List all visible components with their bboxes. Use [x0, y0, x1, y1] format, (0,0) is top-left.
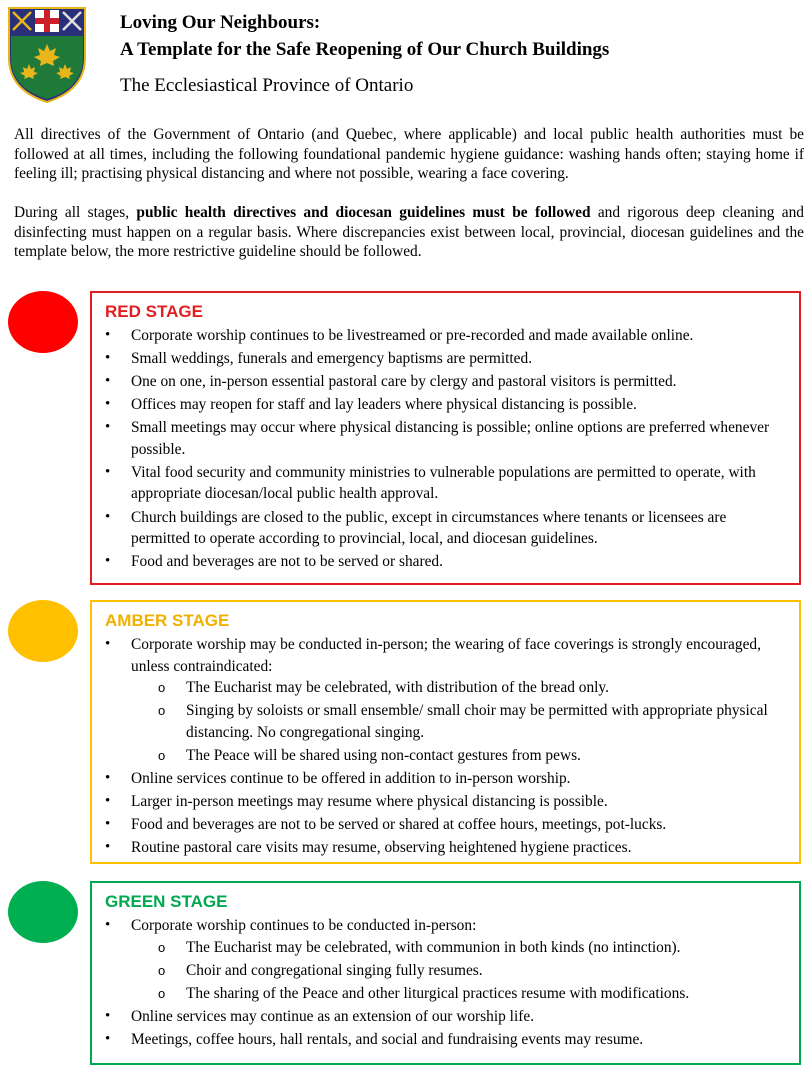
red-stage-box [90, 291, 801, 585]
sub-list-item: o Singing by soloists or small ensemble/ small choir may be permitted with appropriate physical distancing. No congregational singing. [131, 700, 789, 743]
green-stage-title: GREEN STAGE [105, 892, 228, 911]
list-item: • Routine pastoral care visits may resume, observing heightened hygiene practices. [105, 837, 789, 859]
list-item: • Church buildings are closed to the public, except in circumstances where tenants or licensees are permitted to operate according to provincial, local, and diocesan guidelines. [105, 507, 789, 550]
amber-stage-indicator [8, 600, 78, 662]
list-item: • Larger in-person meetings may resume where physical distancing is possible. [105, 791, 789, 813]
amber-stage-sublist [131, 677, 789, 766]
green-stage-list [105, 915, 789, 1050]
sub-list-item: o The Peace will be shared using non-contact gestures from pews. [131, 745, 789, 767]
list-item-text: Corporate worship may be conducted in-person; the wearing of face coverings is strongly encouraged, unless contraindicated: [131, 636, 761, 675]
list-item: • Online services continue to be offered in addition to in-person worship. [105, 768, 789, 790]
green-stage-sublist [131, 937, 789, 1005]
intro-paragraph-1: All directives of the Government of Ontario (and Quebec, where applicable) and local public health authorities must be followed at all times, including the following foundational pandemic hygiene guidance: washing hands often; staying home if feeling ill; practising physical distancing and where not possible, wearing a face covering. [14, 126, 804, 182]
green-stage-indicator [8, 881, 78, 943]
list-item [105, 634, 789, 766]
amber-stage-list [105, 634, 789, 858]
document-title-line1: Loving Our Neighbours: [120, 12, 321, 33]
list-item-text: Corporate worship continues to be conducted in-person: [131, 917, 477, 934]
list-item: • Vital food security and community ministries to vulnerable populations are permitted to operate, with appropriate diocesan/local public health approval. [105, 462, 789, 505]
list-item [105, 915, 789, 1004]
red-stage-indicator [8, 291, 78, 353]
intro-paragraph-2 [14, 203, 804, 262]
list-item: • Small weddings, funerals and emergency baptisms are permitted. [105, 348, 789, 370]
document-title-line2: A Template for the Safe Reopening of Our Church Buildings [120, 39, 610, 60]
list-item: • Offices may reopen for staff and lay leaders where physical distancing is possible. [105, 394, 789, 416]
intro-paragraph-2-start: During all stages, [14, 204, 137, 221]
sub-list-item: o The Eucharist may be celebrated, with distribution of the bread only. [131, 677, 789, 699]
list-item: • One on one, in-person essential pastoral care by clergy and pastoral visitors is permitted. [105, 371, 789, 393]
amber-stage-title: AMBER STAGE [105, 611, 230, 630]
list-item: • Meetings, coffee hours, hall rentals, and social and fundraising events may resume. [105, 1029, 789, 1051]
red-stage-list [105, 325, 789, 573]
green-stage-box [90, 881, 801, 1065]
sub-list-item: o The sharing of the Peace and other liturgical practices resume with modifications. [131, 983, 789, 1005]
list-item: • Food and beverages are not to be served or shared. [105, 551, 789, 573]
list-item: • Food and beverages are not to be served or shared at coffee hours, meetings, pot-lucks. [105, 814, 789, 836]
sub-list-item: o Choir and congregational singing fully resumes. [131, 960, 789, 982]
intro-paragraph-2-end: and rigorous deep cleaning and disinfecting must happen on a regular basis. Where discrepancies exist between local, provincial, diocesan guidelines and the template below, the more restrictive guideline should be followed. [14, 204, 804, 260]
list-item: • Online services may continue as an extension of our worship life. [105, 1006, 789, 1028]
list-item: • Small meetings may occur where physical distancing is possible; online options are preferred whenever possible. [105, 417, 789, 460]
red-stage-title: RED STAGE [105, 302, 203, 321]
sub-list-item: o The Eucharist may be celebrated, with communion in both kinds (no intinction). [131, 937, 789, 959]
document-subtitle: The Ecclesiastical Province of Ontario [120, 75, 414, 96]
coat-of-arms-logo [7, 6, 87, 104]
list-item: • Corporate worship continues to be livestreamed or pre-recorded and made available online. [105, 325, 789, 347]
amber-stage-box [90, 600, 801, 864]
intro-paragraph-2-emphasis: public health directives and diocesan guidelines must be followed [136, 204, 591, 221]
